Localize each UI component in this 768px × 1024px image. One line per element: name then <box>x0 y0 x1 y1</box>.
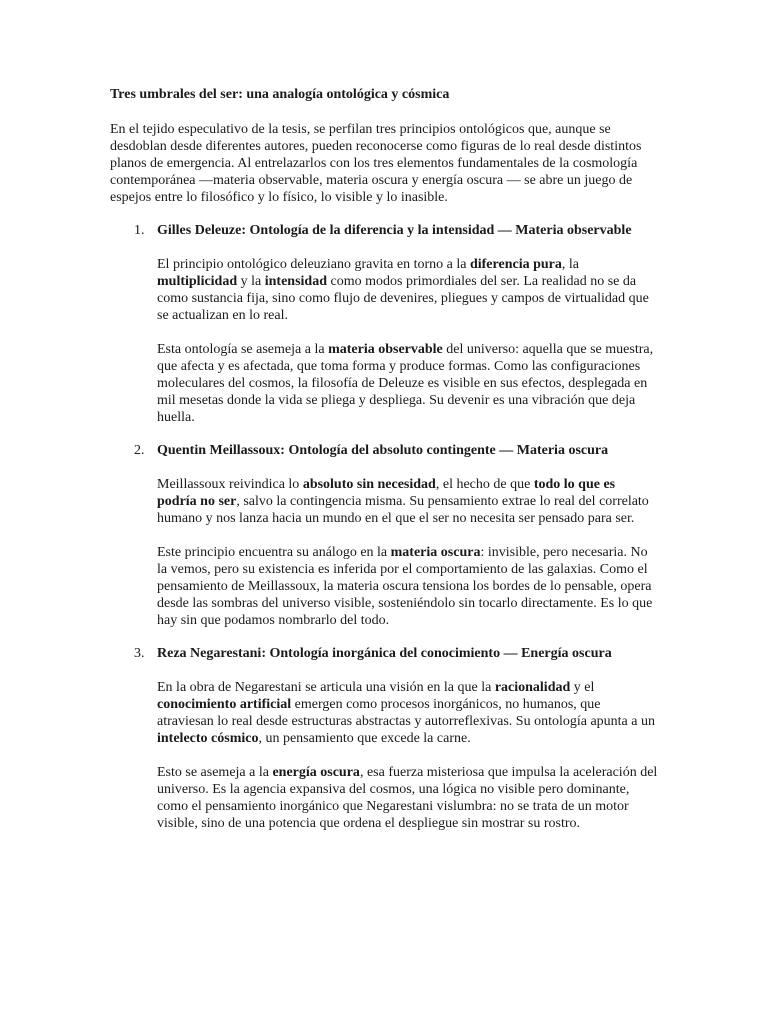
list-item-paragraph <box>157 679 658 747</box>
text-run: , un pensamiento que excede la carne. <box>258 731 471 746</box>
list-item <box>110 222 658 426</box>
list-item-paragraph <box>157 341 658 426</box>
text-run: , salvo la contingencia misma. Su pensamiento extrae lo real del correlato humano y nos lanza hacia un mundo en el que el ser no necesita ser pensado para ser. <box>157 494 649 526</box>
list-item-paragraph <box>157 544 658 629</box>
text-run: como modos primordiales del ser. La realidad no se da como sustancia fija, sino como flujo de devenires, pliegues y campos de virtualidad que se actualizan en lo real. <box>157 274 649 323</box>
bold-term: diferencia pura <box>469 257 562 272</box>
list-item-paragraph <box>157 764 658 832</box>
text-run: Meillassoux reivindica lo <box>157 477 303 492</box>
list-item-number: 3. <box>134 646 145 661</box>
bold-term: materia oscura <box>390 545 481 560</box>
text-run: , el hecho de que <box>435 477 534 492</box>
list-item-heading: Quentin Meillassoux: Ontología del absoluto contingente — Materia oscura <box>157 443 609 458</box>
text-run: En la obra de Negarestani se articula una visión en la que la <box>157 680 495 695</box>
text-run: y la <box>237 274 265 289</box>
bold-term: intensidad <box>264 274 327 289</box>
list-item-number: 2. <box>134 443 145 458</box>
text-run: Esta ontología se asemeja a la <box>157 342 329 357</box>
text-run: y el <box>570 680 595 695</box>
bold-term: todo lo que es podría no ser <box>157 477 616 509</box>
text-run: Esto se asemeja a la <box>157 765 273 780</box>
text-run: emergen como procesos inorgánicos, no humanos, que atraviesan lo real desde estructuras abstractas y autorreflexivas. Su ontología apunta a un <box>157 697 655 729</box>
text-run: , esa fuerza misteriosa que impulsa la aceleración del universo. Es la agencia expansiva del cosmos, una lógica no visible pero dominante, como el pensamiento inorgánico que Negarestani vislumbra: no se trata de un motor visible, sino de una potencia que ordena el despliegue sin mostrar su rostro. <box>157 765 658 831</box>
list-item-paragraph <box>157 256 658 324</box>
list-item-paragraph <box>157 476 658 527</box>
text-run: El principio ontológico deleuziano gravita en torno a la <box>157 257 470 272</box>
text-run: , la <box>561 257 579 272</box>
bold-term: energía oscura <box>272 765 360 780</box>
bold-term: materia observable <box>328 342 443 357</box>
list-item-number: 1. <box>134 223 145 238</box>
list-item-heading: Reza Negarestani: Ontología inorgánica del conocimiento — Energía oscura <box>157 646 612 661</box>
bold-term: multiplicidad <box>157 274 238 289</box>
text-run: del universo: aquella que se muestra, que afecta y es afectada, que toma forma y produce formas. Como las configuraciones moleculares del cosmos, la filosofía de Deleuze es visible en sus efectos, desplegada en mil mesetas donde la vida se pliega y despliega. Su devenir es una vibración que deja huella. <box>157 342 654 425</box>
text-run: : invisible, pero necesaria. No la vemos, pero su existencia es inferida por el comportamiento de las galaxias. Como el pensamiento de Meillassoux, la materia oscura tensiona los bordes de lo pensable, opera desde las sombras del universo visible, sosteniéndolo sin tocarlo directamente. Es lo que hay sin que podamos nombrarlo del todo. <box>157 545 653 628</box>
bold-term: racionalidad <box>494 680 571 695</box>
list-item-heading: Gilles Deleuze: Ontología de la diferencia y la intensidad — Materia observable <box>157 223 632 238</box>
document-page <box>110 86 658 848</box>
intro-paragraph: En el tejido especulativo de la tesis, se perfilan tres principios ontológicos que, aunque se desdoblan desde diferentes autores, pueden reconocerse como figuras de lo real desde distintos planos de emergencia. Al entrelazarlos con los tres elementos fundamentales de la cosmología contemporánea —materia observable, materia oscura y energía oscura — se abre un juego de espejos entre lo filosófico y lo físico, lo visible y lo inasible. <box>110 122 642 205</box>
list-item <box>110 442 658 629</box>
bold-term: conocimiento artificial <box>157 697 292 712</box>
list-item <box>110 645 658 832</box>
text-run: Este principio encuentra su análogo en la <box>157 545 391 560</box>
bold-term: absoluto sin necesidad <box>302 477 436 492</box>
bold-term: intelecto cósmico <box>157 731 259 746</box>
document-title: Tres umbrales del ser: una analogía ontológica y cósmica <box>110 87 450 102</box>
